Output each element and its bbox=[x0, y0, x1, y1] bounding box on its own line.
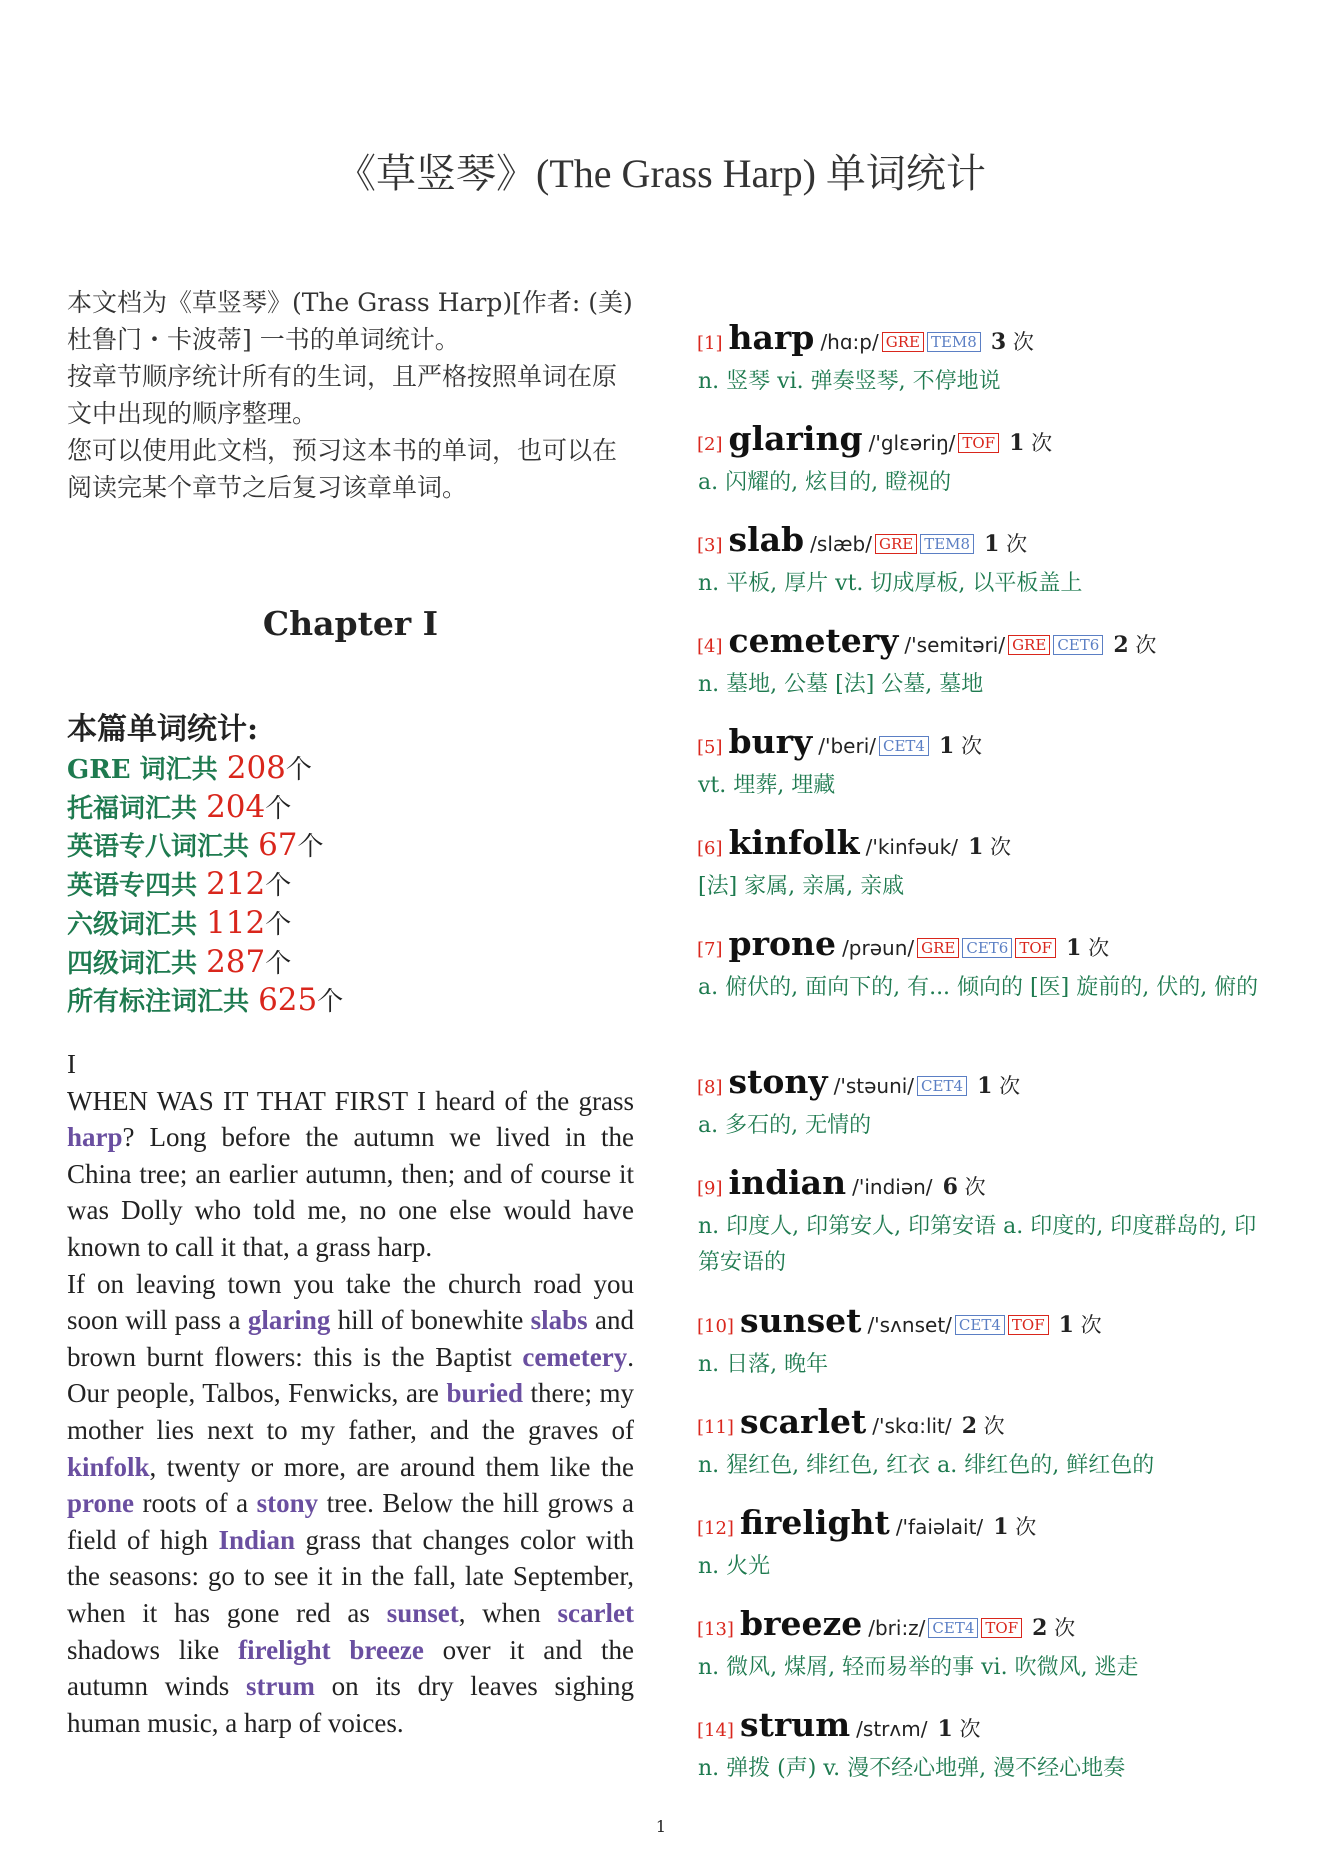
text-segment: tree. Below the hill grows a field of high bbox=[67, 1488, 634, 1555]
vocab-word: harp bbox=[728, 318, 815, 357]
stat-line bbox=[67, 789, 634, 828]
vocab-count bbox=[1059, 1313, 1102, 1337]
stat-unit: 个 bbox=[265, 793, 292, 824]
stat-unit: 个 bbox=[265, 871, 292, 902]
highlighted-word: strum bbox=[245, 1671, 315, 1702]
exam-tag: TEM8 bbox=[920, 534, 974, 554]
stat-unit: 个 bbox=[297, 832, 324, 863]
stat-unit: 个 bbox=[265, 909, 292, 940]
exam-tag: CET4 bbox=[917, 1076, 967, 1096]
vocab-phonetic: /bri:z/ bbox=[868, 1616, 926, 1640]
highlighted-word: harp bbox=[67, 1122, 123, 1153]
exam-tag: TOF bbox=[1015, 938, 1056, 958]
vocab-count bbox=[991, 330, 1034, 354]
vocab-entry bbox=[697, 1062, 1272, 1163]
chapter-text bbox=[67, 1046, 634, 1741]
count-unit: 次 bbox=[1008, 1515, 1037, 1539]
word-stats bbox=[67, 710, 634, 1021]
highlighted-word: firelight bbox=[238, 1634, 331, 1665]
vocab-word: sunset bbox=[740, 1301, 862, 1340]
vocab-head bbox=[697, 722, 1272, 768]
vocab-word: breeze bbox=[740, 1604, 863, 1643]
vocab-index: [13] bbox=[697, 1619, 734, 1640]
chapter-title: Chapter I bbox=[262, 604, 439, 643]
text-segment: shadows like bbox=[67, 1634, 239, 1665]
vocab-entry bbox=[697, 419, 1272, 520]
vocab-phonetic: /'stəuni/ bbox=[833, 1074, 915, 1098]
count-unit: 次 bbox=[983, 835, 1012, 859]
vocab-head bbox=[697, 1604, 1272, 1650]
vocab-phonetic: /'glɛəriŋ/ bbox=[868, 431, 956, 455]
vocab-entry bbox=[697, 1604, 1272, 1705]
count-number: 2 bbox=[1113, 632, 1129, 658]
stat-count: 287 bbox=[206, 943, 266, 980]
count-unit: 次 bbox=[1024, 431, 1053, 455]
exam-tag: TOF bbox=[1008, 1315, 1049, 1335]
stat-count: 625 bbox=[258, 982, 318, 1019]
vocab-phonetic: /'beri/ bbox=[818, 734, 876, 758]
vocab-list bbox=[697, 318, 1272, 1806]
vocab-definition: n. 火光 bbox=[698, 1554, 771, 1579]
highlighted-word: buried bbox=[446, 1378, 523, 1409]
text-heading: I bbox=[67, 1049, 76, 1079]
vocab-index: [4] bbox=[697, 636, 723, 657]
vocab-definition: n. 猩红色, 绯红色, 红衣 a. 绯红色的, 鲜红色的 bbox=[698, 1453, 1155, 1478]
count-unit: 次 bbox=[957, 1175, 986, 1199]
vocab-count bbox=[984, 532, 1027, 556]
stat-count: 67 bbox=[258, 827, 298, 864]
vocab-phonetic: /prəun/ bbox=[842, 936, 915, 960]
text-segment: ? Long before the autumn we lived in the China tree; an earlier autumn, then; and of course it was Dolly who told me, no one else would have known to call it that, a grass harp. bbox=[67, 1122, 634, 1262]
vocab-phonetic: /slæb/ bbox=[810, 532, 872, 556]
stat-label: 英语专四共 bbox=[67, 871, 207, 902]
vocab-index: [6] bbox=[697, 838, 723, 859]
vocab-definition: vt. 埋葬, 埋藏 bbox=[698, 773, 836, 798]
intro-paragraph: 按章节顺序统计所有的生词，且严格按照单词在原文中出现的顺序整理。 bbox=[67, 362, 618, 428]
vocab-phonetic: /strʌm/ bbox=[856, 1717, 928, 1741]
highlighted-word: breeze bbox=[349, 1634, 424, 1665]
text-segment: , twenty or more, are around them like the bbox=[149, 1451, 634, 1482]
vocab-index: [10] bbox=[697, 1316, 734, 1337]
vocab-definition: n. 印度人, 印第安人, 印第安语 a. 印度的, 印度群岛的, 印第安语的 bbox=[698, 1214, 1257, 1275]
text-segment: on its dry leaves sighing human music, a harp of voices. bbox=[67, 1671, 634, 1738]
vocab-head bbox=[697, 1163, 1272, 1209]
count-unit: 次 bbox=[999, 532, 1028, 556]
count-number: 1 bbox=[1058, 1312, 1074, 1338]
vocab-word: scarlet bbox=[740, 1402, 867, 1441]
vocab-phonetic: /'skɑ:lit/ bbox=[872, 1414, 952, 1438]
vocab-word: strum bbox=[740, 1705, 851, 1744]
vocab-head bbox=[697, 318, 1272, 364]
highlighted-word: sunset bbox=[386, 1597, 459, 1628]
stat-unit: 个 bbox=[265, 948, 292, 979]
document-title: 《草竖琴》(The Grass Harp) 单词统计 bbox=[336, 151, 986, 196]
vocab-entry bbox=[697, 823, 1272, 924]
vocab-definition: a. 多石的, 无情的 bbox=[698, 1113, 872, 1138]
count-unit: 次 bbox=[1081, 936, 1110, 960]
vocab-word: firelight bbox=[740, 1503, 890, 1542]
count-number: 1 bbox=[984, 531, 1000, 557]
vocab-definition: n. 微风, 煤屑, 轻而易举的事 vi. 吹微风, 逃走 bbox=[698, 1655, 1139, 1680]
paragraph bbox=[67, 1083, 634, 1266]
vocab-head bbox=[697, 1402, 1272, 1448]
highlighted-word: scarlet bbox=[557, 1597, 634, 1628]
text-segment: hill of bonewhite bbox=[330, 1305, 531, 1336]
vocab-definition: n. 竖琴 vi. 弹奏竖琴, 不停地说 bbox=[698, 369, 1001, 394]
stats-heading: 本篇单词统计: bbox=[67, 712, 259, 747]
exam-tag: CET4 bbox=[928, 1618, 978, 1638]
vocab-word: glaring bbox=[728, 419, 863, 458]
vocab-index: [1] bbox=[697, 333, 723, 354]
highlighted-word: Indian bbox=[218, 1524, 296, 1555]
vocab-index: [2] bbox=[697, 434, 723, 455]
exam-tag: CET4 bbox=[879, 736, 929, 756]
count-number: 1 bbox=[977, 1073, 993, 1099]
page-number: 1 bbox=[655, 1817, 667, 1836]
vocab-head bbox=[697, 823, 1272, 869]
stat-line bbox=[67, 827, 634, 866]
vocab-count bbox=[1066, 936, 1109, 960]
stat-line bbox=[67, 750, 634, 789]
vocab-index: [5] bbox=[697, 737, 723, 758]
vocab-entry bbox=[697, 318, 1272, 419]
stat-count: 212 bbox=[206, 866, 266, 903]
text-segment: , when bbox=[458, 1597, 558, 1628]
text-segment: roots of a bbox=[134, 1488, 257, 1519]
stat-unit: 个 bbox=[285, 755, 312, 785]
highlighted-word: cemetery bbox=[522, 1341, 628, 1372]
vocab-entry bbox=[697, 1163, 1272, 1301]
count-number: 1 bbox=[968, 834, 984, 860]
intro-paragraph: 本文档为《草竖琴》(The Grass Harp)[作者: (美) 杜鲁门・卡波蒂] 一书的单词统计。 bbox=[67, 288, 633, 354]
exam-tag: TOF bbox=[958, 433, 999, 453]
vocab-head bbox=[697, 520, 1272, 566]
vocab-entry bbox=[697, 520, 1272, 621]
intro bbox=[67, 284, 634, 506]
vocab-head bbox=[697, 1705, 1272, 1751]
vocab-word: cemetery bbox=[728, 621, 899, 660]
vocab-count bbox=[943, 1175, 986, 1199]
vocab-index: [12] bbox=[697, 1518, 734, 1539]
vocab-count bbox=[1113, 633, 1156, 657]
count-number: 1 bbox=[1066, 935, 1082, 961]
highlighted-word: prone bbox=[67, 1488, 135, 1519]
vocab-entry bbox=[697, 621, 1272, 722]
text-segment: . Our people, Talbos, Fenwicks, are bbox=[67, 1341, 634, 1409]
stat-label: 六级词汇共 bbox=[67, 909, 207, 940]
vocab-definition: a. 俯伏的, 面向下的, 有... 倾向的 [医] 旋前的, 伏的, 俯的 bbox=[698, 975, 1259, 1000]
vocab-index: [11] bbox=[697, 1417, 734, 1438]
count-number: 2 bbox=[961, 1413, 977, 1439]
vocab-entry bbox=[697, 1503, 1272, 1604]
count-unit: 次 bbox=[1006, 330, 1034, 354]
vocab-entry bbox=[697, 1402, 1272, 1503]
vocab-phonetic: /hɑ:p/ bbox=[820, 330, 879, 354]
vocab-count bbox=[938, 1717, 981, 1741]
text-segment bbox=[331, 1635, 350, 1665]
stat-label: 托福词汇共 bbox=[67, 793, 207, 824]
vocab-index: [8] bbox=[697, 1077, 723, 1098]
stat-count: 208 bbox=[226, 750, 286, 786]
stat-count: 112 bbox=[206, 904, 266, 941]
stat-label: 四级词汇共 bbox=[67, 948, 207, 979]
stat-unit: 个 bbox=[317, 987, 344, 1018]
vocab-phonetic: /'kinfəuk/ bbox=[865, 835, 959, 859]
vocab-count bbox=[962, 1414, 1005, 1438]
text-segment: grass that changes color with the seasons: go to see it in the fall, late September, when it has gone red as bbox=[67, 1524, 634, 1628]
vocab-head bbox=[697, 1503, 1272, 1549]
exam-tag: GRE bbox=[875, 534, 917, 554]
stat-line bbox=[67, 905, 634, 944]
vocab-count bbox=[1032, 1616, 1075, 1640]
count-number: 2 bbox=[1032, 1615, 1048, 1641]
vocab-word: prone bbox=[728, 924, 837, 963]
stat-line bbox=[67, 944, 634, 983]
exam-tag: TEM8 bbox=[927, 332, 981, 352]
highlighted-word: slabs bbox=[530, 1305, 588, 1336]
vocab-head bbox=[697, 419, 1272, 465]
vocab-word: slab bbox=[728, 520, 805, 559]
vocab-index: [7] bbox=[697, 939, 723, 960]
count-unit: 次 bbox=[954, 734, 983, 758]
exam-tag: TOF bbox=[981, 1618, 1022, 1638]
count-number: 3 bbox=[990, 329, 1007, 355]
vocab-count bbox=[968, 835, 1011, 859]
vocab-index: [14] bbox=[697, 1720, 734, 1741]
vocab-head bbox=[697, 1301, 1272, 1347]
count-unit: 次 bbox=[1073, 1313, 1102, 1337]
vocab-phonetic: /'indiən/ bbox=[852, 1175, 933, 1199]
vocab-definition: [法] 家属, 亲属, 亲戚 bbox=[698, 874, 905, 899]
vocab-entry bbox=[697, 722, 1272, 823]
vocab-count bbox=[977, 1074, 1020, 1098]
vocab-definition: n. 平板, 厚片 vt. 切成厚板, 以平板盖上 bbox=[698, 571, 1083, 596]
text-segment: If on leaving town you take the church road you soon will pass a bbox=[67, 1268, 634, 1336]
stat-label: GRE 词汇共 bbox=[67, 755, 227, 785]
stat-line bbox=[67, 866, 634, 905]
exam-tag: CET4 bbox=[955, 1315, 1005, 1335]
vocab-entry bbox=[697, 924, 1272, 1062]
vocab-definition: a. 闪耀的, 炫目的, 瞪视的 bbox=[698, 470, 952, 495]
vocab-index: [9] bbox=[697, 1178, 723, 1199]
vocab-definition: n. 弹拨 (声) v. 漫不经心地弹, 漫不经心地奏 bbox=[698, 1756, 1126, 1781]
vocab-head bbox=[697, 621, 1272, 667]
vocab-count bbox=[1009, 431, 1052, 455]
vocab-definition: n. 日落, 晚年 bbox=[698, 1352, 829, 1377]
vocab-head bbox=[697, 1062, 1272, 1108]
highlighted-word: glaring bbox=[247, 1305, 331, 1336]
vocab-phonetic: /'faiəlait/ bbox=[895, 1515, 984, 1539]
exam-tag: GRE bbox=[1008, 635, 1050, 655]
vocab-word: stony bbox=[728, 1062, 828, 1101]
highlighted-word: stony bbox=[256, 1488, 319, 1519]
count-number: 1 bbox=[937, 1716, 953, 1742]
text-segment: and brown burnt flowers: this is the Baptist bbox=[67, 1305, 635, 1372]
exam-tag: GRE bbox=[917, 938, 959, 958]
text-segment: there; my mother lies next to my father, and the graves of bbox=[67, 1378, 634, 1445]
count-unit: 次 bbox=[992, 1074, 1021, 1098]
highlighted-word: kinfolk bbox=[67, 1451, 150, 1482]
vocab-head bbox=[697, 924, 1272, 970]
vocab-index: [3] bbox=[697, 535, 723, 556]
count-number: 1 bbox=[1009, 430, 1025, 456]
count-unit: 次 bbox=[952, 1717, 981, 1741]
stat-line bbox=[67, 982, 634, 1021]
vocab-entry bbox=[697, 1301, 1272, 1402]
vocab-word: bury bbox=[728, 722, 813, 761]
stat-label: 所有标注词汇共 bbox=[67, 987, 259, 1018]
count-number: 1 bbox=[993, 1514, 1009, 1540]
text-segment: over it and the autumn winds bbox=[67, 1634, 635, 1702]
exam-tag: CET6 bbox=[1053, 635, 1103, 655]
vocab-count bbox=[993, 1515, 1036, 1539]
stat-count: 204 bbox=[206, 788, 266, 825]
paragraph bbox=[67, 1266, 634, 1742]
vocab-phonetic: /'sʌnset/ bbox=[867, 1313, 952, 1337]
vocab-count bbox=[939, 734, 982, 758]
vocab-word: kinfolk bbox=[728, 823, 860, 862]
exam-tag: CET6 bbox=[962, 938, 1012, 958]
count-number: 6 bbox=[942, 1174, 958, 1200]
vocab-definition: n. 墓地, 公墓 [法] 公墓, 墓地 bbox=[698, 672, 984, 697]
count-number: 1 bbox=[939, 733, 955, 759]
count-unit: 次 bbox=[1047, 1616, 1076, 1640]
intro-paragraph: 您可以使用此文档，预习这本书的单词，也可以在阅读完某个章节之后复习该章单词。 bbox=[67, 436, 618, 502]
count-unit: 次 bbox=[1128, 633, 1157, 657]
stat-label: 英语专八词汇共 bbox=[67, 832, 259, 863]
exam-tag: GRE bbox=[882, 332, 924, 352]
count-unit: 次 bbox=[977, 1414, 1005, 1438]
vocab-entry bbox=[697, 1705, 1272, 1806]
vocab-word: indian bbox=[728, 1163, 847, 1202]
vocab-phonetic: /'semitəri/ bbox=[904, 633, 1006, 657]
text-segment: WHEN WAS IT THAT FIRST I heard of the grass bbox=[67, 1085, 634, 1116]
